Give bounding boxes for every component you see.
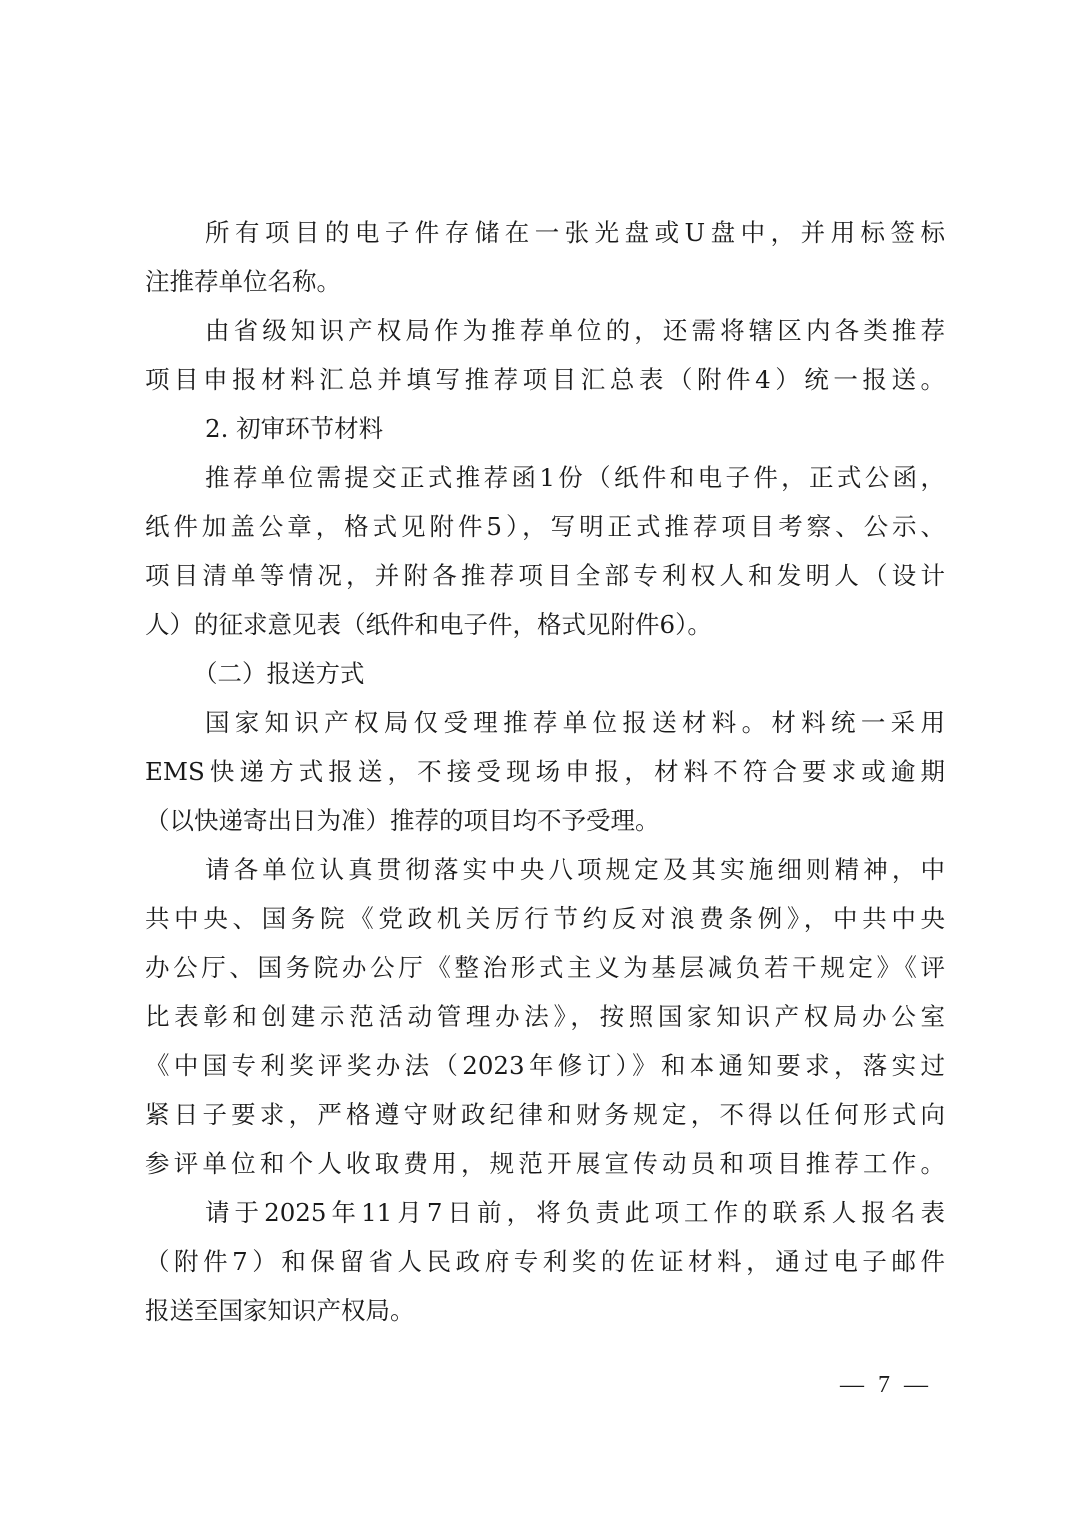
text-line: 报送至国家知识产权局。 <box>145 1296 415 1325</box>
text-line: 纸件加盖公章，格式见附件5），写明正式推荐项目考察、公示、 <box>145 512 945 541</box>
text-line: 办公厅、国务院办公厅《整治形式主义为基层减负若干规定》《评 <box>145 953 945 982</box>
text-line: 推荐单位需提交正式推荐函1份（纸件和电子件，正式公函， <box>205 463 945 492</box>
text-line: 请各单位认真贯彻落实中央八项规定及其实施细则精神，中 <box>205 855 945 884</box>
text-line: 人）的征求意见表（纸件和电子件，格式见附件6）。 <box>145 610 712 639</box>
text-line: 由省级知识产权局作为推荐单位的，还需将辖区内各类推荐 <box>205 316 945 345</box>
text-line: 注推荐单位名称。 <box>145 267 341 296</box>
text-line: EMS快递方式报送，不接受现场申报，材料不符合要求或逾期 <box>145 757 945 786</box>
text-line: （二）报送方式 <box>193 659 365 688</box>
text-line: 项目清单等情况，并附各推荐项目全部专利权人和发明人（设计 <box>145 561 945 590</box>
text-line: （以快递寄出日为准）推荐的项目均不予受理。 <box>145 806 660 835</box>
text-line: 请于2025年11月7日前，将负责此项工作的联系人报名表 <box>205 1198 945 1227</box>
text-line: （附件7）和保留省人民政府专利奖的佐证材料，通过电子邮件 <box>145 1247 945 1276</box>
text-line: 2. 初审环节材料 <box>205 414 384 443</box>
text-line: 国家知识产权局仅受理推荐单位报送材料。材料统一采用 <box>205 708 945 737</box>
page-number: — 7 — <box>840 1372 932 1398</box>
document-body <box>145 208 945 1335</box>
text-line: 所有项目的电子件存储在一张光盘或U盘中，并用标签标 <box>205 218 945 247</box>
text-line: 参评单位和个人收取费用，规范开展宣传动员和项目推荐工作。 <box>145 1149 945 1178</box>
text-line: 比表彰和创建示范活动管理办法》，按照国家知识产权局办公室 <box>145 1002 945 1031</box>
text-line: 项目申报材料汇总并填写推荐项目汇总表（附件4）统一报送。 <box>145 365 945 394</box>
text-line: 《中国专利奖评奖办法（2023年修订）》和本通知要求，落实过 <box>145 1051 945 1080</box>
text-line: 共中央、国务院《党政机关厉行节约反对浪费条例》，中共中央 <box>145 904 945 933</box>
text-line: 紧日子要求，严格遵守财政纪律和财务规定，不得以任何形式向 <box>145 1100 945 1129</box>
